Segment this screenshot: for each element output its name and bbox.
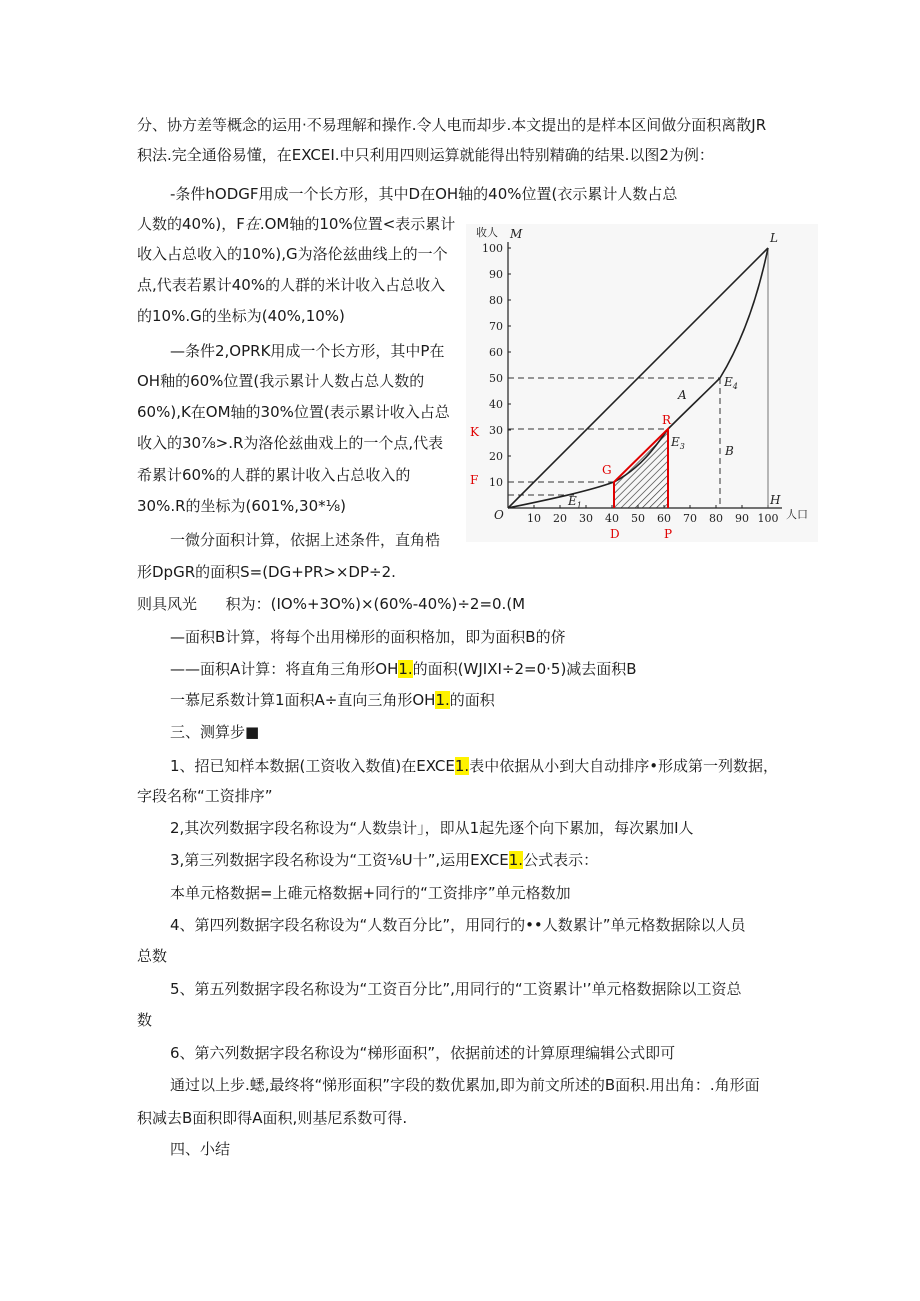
y-tick-label: 40 (489, 398, 503, 411)
y-axis-label: 收人 (476, 226, 498, 239)
text-run: 公式表示： (523, 851, 599, 869)
label-f: F (470, 473, 479, 487)
paragraph-line: -条件hODGF用成一个长方形，其中D在OH轴的40%位置(衣示累计人数占总 (170, 185, 678, 203)
paragraph-line: 60%),K在OM轴的30%位置(表示累计收入占总 (137, 403, 450, 421)
paragraph-line: 2,其次列数据字段名称设为“人数祟计」，即从1起先逐个向下累加，每次累加I人 (170, 819, 694, 837)
italic-run: 在 (244, 215, 260, 233)
label-m: M (510, 227, 523, 241)
y-tick-label: 80 (489, 294, 503, 307)
paragraph-line: 点,代表若累计40%的人群的米计收入占总收入 (137, 276, 446, 294)
text-run: ——面积A计算：将直角三角形OH (170, 660, 399, 678)
y-tick-label: 30 (489, 424, 503, 437)
text-run: 3,第三列数据字段名称设为“工资⅛U十”,运用EXCE (170, 851, 509, 869)
paragraph-line: 积减去B面积即得A面积,则基尼系数可得. (137, 1109, 408, 1127)
paragraph-line (170, 850, 598, 870)
x-tick-label: 100 (757, 512, 779, 525)
paragraph-line (137, 214, 455, 234)
highlight-run: 1. (508, 851, 524, 869)
x-tick-label: 40 (605, 512, 619, 525)
highlight-run: 1. (398, 660, 413, 678)
y-tick-label: 100 (482, 242, 503, 255)
text-run: 一慕尼系数计算1面积A÷直向三角形OH (170, 691, 436, 709)
y-tick-label: 90 (489, 268, 503, 281)
label-e3-main: E (671, 435, 680, 449)
label-e1-main: E (568, 494, 577, 508)
paragraph-line: 4、第四列数据字段名称设为“人数百分比”，用同行的••人数累计”单元格数据除以人员 (170, 916, 746, 934)
text-run: .OM轴的10%位置<表示累计 (259, 215, 456, 233)
paragraph-line: 则具风光 积为：(IO%+3O%)×(60%-40%)÷2=0.(M (137, 595, 526, 613)
paragraph-line: 希累计60%的人群的累计收入占总收入的 (137, 466, 411, 484)
paragraph-line (170, 756, 778, 776)
label-r: R (662, 413, 672, 427)
paragraph-line: 数 (137, 1011, 153, 1029)
y-tick-label: 60 (489, 346, 503, 359)
paragraph-line: 收入的30⅞>.R为洛伦兹曲戏上的一个点,代表 (137, 434, 444, 452)
paragraph-line (170, 690, 495, 710)
highlight-run: 1. (435, 691, 450, 709)
paragraph-line: 总数 (137, 947, 168, 965)
paragraph-line: —面积B计算，将每个出用梯形的面积格加，即为面积B的侪 (170, 628, 566, 646)
text-run: 人数的40%)，F (137, 215, 245, 233)
paragraph-line: 本单元格数据=上碓元格数据+同行的“工资排序”单元格数加 (170, 884, 571, 902)
label-o: O (494, 508, 504, 522)
y-tick-label: 70 (489, 320, 503, 333)
text-run: 表中依据从小到大自动排序•形成第一列数据， (469, 757, 779, 775)
label-region-a: A (678, 388, 687, 402)
x-tick-label: 50 (631, 512, 645, 525)
paragraph-line: 形DpGR的面积S=(DG+PR>×DP÷2. (137, 563, 396, 581)
label-e4-sub: 4 (732, 382, 738, 391)
label-k: K (470, 425, 479, 439)
paragraph-line: 一微分面积计算，依据上述条件，直角梏 (170, 531, 441, 549)
paragraph-line: —条件2,OPRK用成一个长方形，其中P在 (170, 342, 445, 360)
x-axis-label: 人口 (786, 508, 808, 521)
text-run: 1、招已知样本数据(工资收入数值)在EXCE (170, 757, 455, 775)
x-tick-label: 60 (657, 512, 671, 525)
x-tick-label: 20 (553, 512, 567, 525)
label-e1-sub: 1 (576, 501, 582, 510)
label-e3-sub: 3 (679, 442, 685, 451)
label-p: P (664, 527, 673, 541)
paragraph-line: 6、第六列数据字段名称设为“梯形面积”，依据前述的计算原理编辑公式即可 (170, 1044, 676, 1062)
label-region-b: B (725, 444, 734, 458)
section-heading: 三、测算步■ (170, 723, 260, 741)
section-heading: 四、小结 (170, 1140, 231, 1158)
paragraph-line: 5、第五列数据字段名称设为“工资百分比”,用同行的“工资累计'’单元格数据除以工资总 (170, 980, 742, 998)
highlight-run: 1. (454, 757, 470, 775)
text-run: 的面积 (449, 691, 495, 709)
x-tick-label: 30 (579, 512, 593, 525)
paragraph-line: 的10%.G的坐标为(40%,10%) (137, 307, 345, 325)
y-tick-label: 50 (489, 372, 503, 385)
label-h: H (770, 493, 781, 507)
paragraph-line: 分、协方差等概念的运用·不易理解和操作.令人电而却步.本文提出的是样本区间做分面积离散JR (137, 116, 767, 134)
label-e4-main: E (724, 375, 733, 389)
y-tick-label: 10 (489, 476, 503, 489)
lorenz-curve-figure (466, 224, 818, 542)
label-g: G (602, 463, 612, 477)
paragraph-line (170, 659, 637, 679)
paragraph-line: 字段名称“工资排序” (137, 787, 273, 805)
x-tick-label: 10 (527, 512, 541, 525)
paragraph-line: 积法.完全通俗易懂，在EXCEI.中只利用四则运算就能得出特别精确的结果.以图2为例： (137, 146, 714, 164)
x-tick-label: 70 (683, 512, 697, 525)
y-tick-label: 20 (489, 450, 503, 463)
x-tick-label: 80 (709, 512, 723, 525)
paragraph-line: 30%.R的坐标为(601%,30*⅛) (137, 497, 347, 515)
paragraph-line: 收入占总收入的10%),G为洛伦兹曲线上的一个 (137, 245, 448, 263)
label-d: D (610, 527, 620, 541)
paragraph-line: OH釉的60%位置(我示累计人数占总人数的 (137, 372, 425, 390)
paragraph-line: 通过以上步.蟋,最终将“悌形面积”字段的数优累加,即为前文所述的B面积.用出角：.角形面 (170, 1076, 760, 1094)
label-l: L (770, 231, 778, 245)
x-tick-label: 90 (735, 512, 749, 525)
text-run: 的面积(WJIXI÷2=0·5)减去面积B (412, 660, 637, 678)
